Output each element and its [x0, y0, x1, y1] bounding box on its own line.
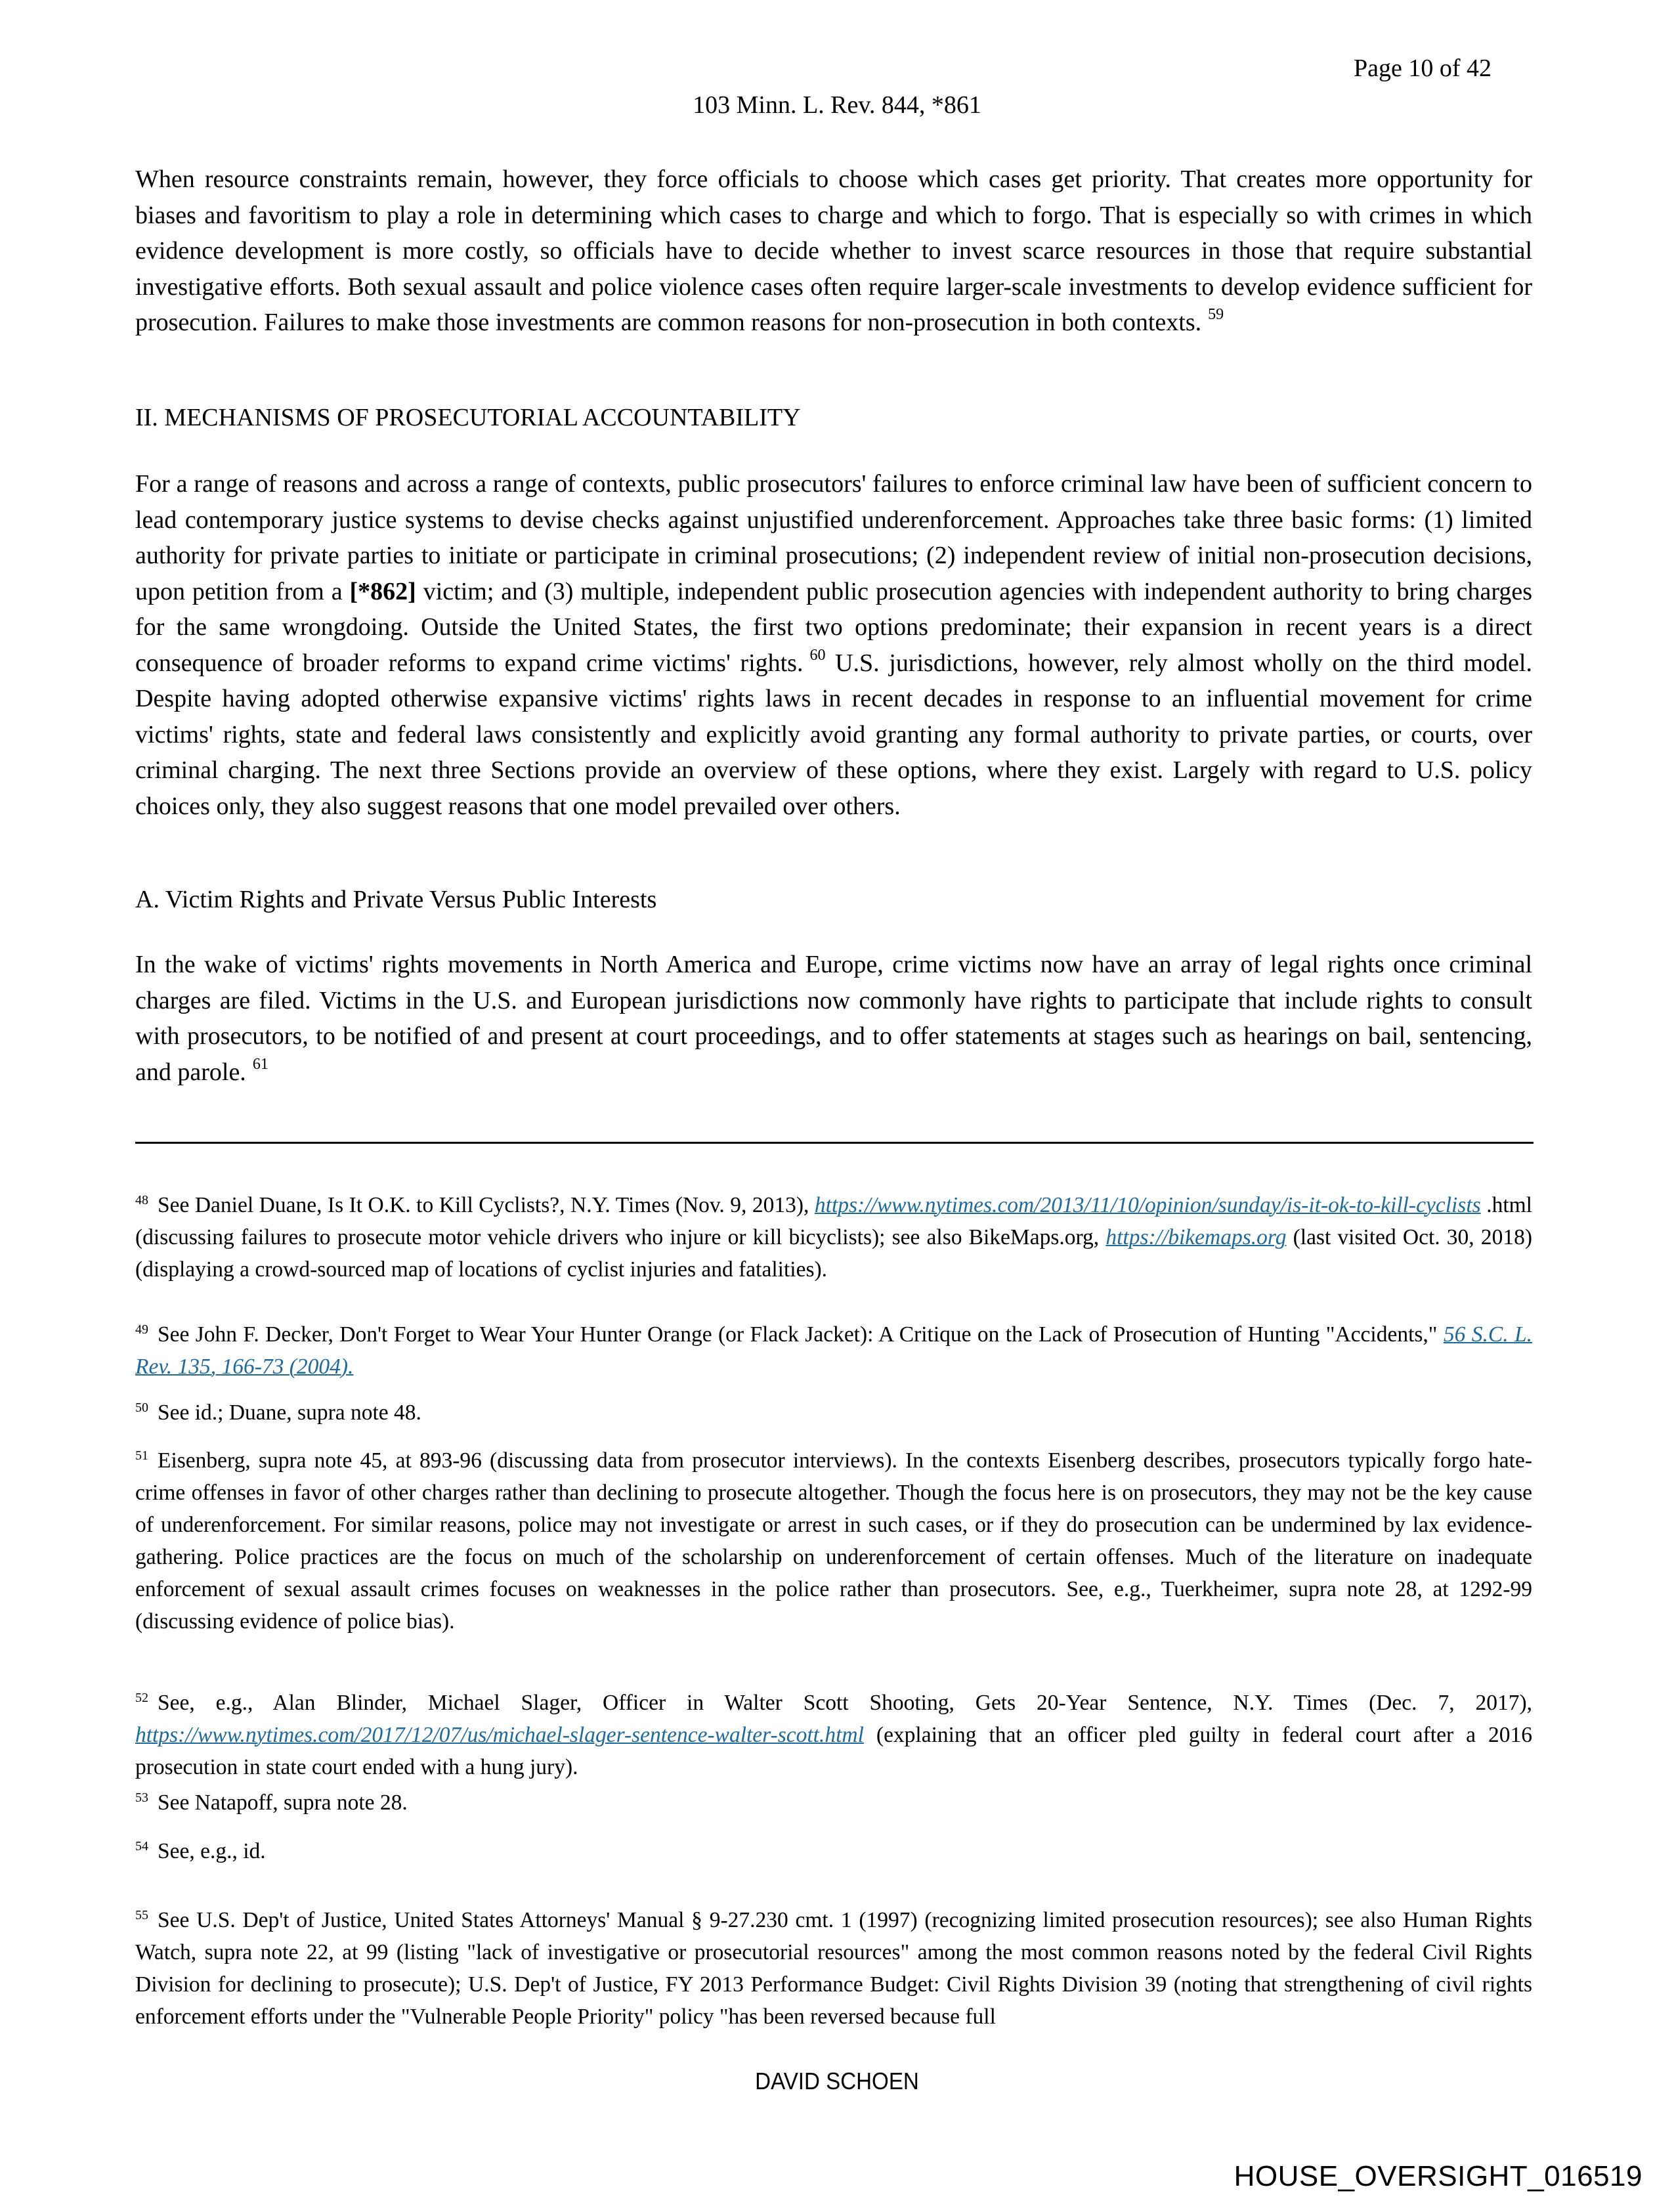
- footnote-link-sc-law-review[interactable]: 56 S.C. L. Rev. 135, 166-73 (2004).: [135, 1322, 1533, 1379]
- footnote-text: See Natapoff, supra note 28.: [158, 1790, 408, 1815]
- footnote-text: Eisenberg, supra note 45, at 893-96 (discussing data from prosecutor interviews). In the contexts Eisenberg describes, prosecutors typically forgo hate-crime offenses in favor of other charges rather than declining to prosecute altogether. Though the focus here is on prosecutors, they may not be the key cause of underenforcement. For similar reasons, police may not investigate or arrest in such cases, or if they do prosecution can be undermined by lax evidence-gathering. Police practices are the focus on much of the scholarship on underenforcement of certain offenses. Much of the literature on inadequate enforcement of sexual assault crimes focuses on weaknesses in the police rather than prosecutors. See, e.g., Tuerkheimer, supra note 28, at 1292-99 (discussing evidence of police bias).: [135, 1448, 1532, 1634]
- footnote-text: See U.S. Dep't of Justice, United States Attorneys' Manual § 9-27.230 cmt. 1 (1997) (recognizing limited prosecution resources); see also Human Rights Watch, supra note 22, at 99 (listing "lack of investigative or prosecutorial resources" among the most common reasons noted by the federal Civil Rights Division for declining to prosecute); U.S. Dep't of Justice, FY 2013 Performance Budget: Civil Rights Division 39 (noting that strengthening of civil rights enforcement efforts under the "Vulnerable People Priority" policy "has been reversed because full: [135, 1908, 1532, 2029]
- footnote-number: 48: [135, 1193, 148, 1207]
- paragraph-victim-rights: [135, 947, 1532, 1090]
- paragraph-mechanisms: [135, 466, 1532, 824]
- footnote-49: [135, 1318, 1532, 1383]
- paragraph-text-c: U.S. jurisdictions, however, rely almost wholly on the third model. Despite having adopted otherwise expansive victims' rights laws in recent decades in response to an influential movement for crime victims' rights, state and federal laws consistently and explicitly avoid granting any formal authority to private parties, or courts, over criminal charging. The next three Sections provide an overview of these options, where they exist. Largely with regard to U.S. policy choices only, they also suggest reasons that one model prevailed over others.: [135, 649, 1532, 820]
- paragraph-text: When resource constraints remain, however, they force officials to choose which cases get priority. That creates more opportunity for biases and favoritism to play a role in determining which cases to charge and which to forgo. That is especially so with crimes in which evidence development is more costly, so officials have to decide whether to invest scarce resources in those that require substantial investigative efforts. Both sexual assault and police violence cases often require larger-scale investments to develop evidence sufficient for prosecution. Failures to make those investments are common reasons for non-prosecution in both contexts.: [135, 165, 1532, 336]
- footnote-text: (last visited Oct. 30, 2018) (displaying a crowd-sourced map of locations of cyclist injuries and fatalities).: [135, 1225, 1532, 1282]
- page-indicator: Page 10 of 42: [1354, 54, 1492, 82]
- footnote-separator: [135, 1142, 1534, 1144]
- paragraph-text-a: For a range of reasons and across a range of contexts, public prosecutors' failures to enforce criminal law have been of sufficient concern to lead contemporary justice systems to devise checks against unjustified underenforcement. Approaches take three basic forms: (1) limited authority for private parties to initiate or participate in criminal prosecutions; (2) independent review of initial non-prosecution decisions, upon petition from a: [135, 470, 1532, 605]
- footnote-number: 52: [135, 1691, 148, 1705]
- footnote-ref-59[interactable]: 59: [1208, 306, 1224, 323]
- paragraph-text: In the wake of victims' rights movements in North America and Europe, crime victims now have an array of legal rights once criminal charges are filed. Victims in the U.S. and European jurisdictions now commonly have rights to participate that include rights to consult with prosecutors, to be notified of and present at court proceedings, and to offer statements at stages such as hearings on bail, sentencing, and parole.: [135, 951, 1532, 1086]
- subsection-heading: A. Victim Rights and Private Versus Public Interests: [135, 886, 657, 913]
- footnote-link-bikemaps[interactable]: https://bikemaps.org: [1105, 1225, 1287, 1249]
- footnote-number: 51: [135, 1448, 148, 1463]
- bates-number: HOUSE_OVERSIGHT_016519: [1234, 2160, 1642, 2192]
- footnote-ref-60[interactable]: 60: [809, 646, 826, 664]
- footnote-text: See, e.g., id.: [158, 1839, 266, 1863]
- footnote-text: See John F. Decker, Don't Forget to Wear Your Hunter Orange (or Flack Jacket): A Critique on the Lack of Prosecution of Hunting "Accidents,": [158, 1322, 1444, 1347]
- footnote-ref-61[interactable]: 61: [252, 1055, 268, 1073]
- footnote-text: See, e.g., Alan Blinder, Michael Slager, Officer in Walter Scott Shooting, Gets 20-Year Sentence, N.Y. Times (Dec. 7, 2017),: [158, 1691, 1532, 1715]
- footnote-text: .html (discussing failures to prosecute motor vehicle drivers who injure or kill bicyclists); see also BikeMaps.org,: [135, 1193, 1532, 1249]
- footnote-text: See id.; Duane, supra note 48.: [158, 1400, 421, 1425]
- footnote-number: 53: [135, 1790, 148, 1805]
- paragraph-text-b: victim; and (3) multiple, independent public prosecution agencies with independent authority to bring charges for the same wrongdoing. Outside the United States, the first two options predominate; their expansion in recent years is a direct consequence of broader reforms to expand crime victims' rights.: [135, 577, 1532, 677]
- footnote-text: See Daniel Duane, Is It O.K. to Kill Cyclists?, N.Y. Times (Nov. 9, 2013),: [158, 1193, 815, 1217]
- footnote-number: 54: [135, 1839, 148, 1854]
- running-head-citation: 103 Minn. L. Rev. 844, *861: [693, 91, 981, 119]
- signature-stamp: DAVID SCHOEN: [755, 2068, 919, 2094]
- footnote-number: 49: [135, 1322, 148, 1337]
- footnote-link-nytimes-cyclists[interactable]: https://www.nytimes.com/2013/11/10/opinion/sunday/is-it-ok-to-kill-cyclists: [814, 1193, 1481, 1217]
- footnote-51: [135, 1444, 1532, 1637]
- footnote-50: [135, 1397, 1532, 1429]
- footnote-48: [135, 1189, 1532, 1286]
- section-heading: II. MECHANISMS OF PROSECUTORIAL ACCOUNTABILITY: [135, 404, 801, 431]
- footnote-53: [135, 1787, 1532, 1819]
- footnote-text: (explaining that an officer pled guilty in federal court after a 2016 prosecution in state court ended with a hung jury).: [135, 1723, 1532, 1779]
- footnote-number: 50: [135, 1400, 148, 1415]
- footnote-55: [135, 1904, 1532, 2033]
- footnote-54: [135, 1835, 1532, 1867]
- page-marker: [*862]: [349, 577, 416, 605]
- footnote-number: 55: [135, 1908, 148, 1922]
- footnote-link-nytimes-slager[interactable]: https://www.nytimes.com/2017/12/07/us/michael-slager-sentence-walter-scott.html: [135, 1723, 864, 1747]
- paragraph-resource-constraints: [135, 162, 1532, 341]
- footnote-52: [135, 1687, 1532, 1783]
